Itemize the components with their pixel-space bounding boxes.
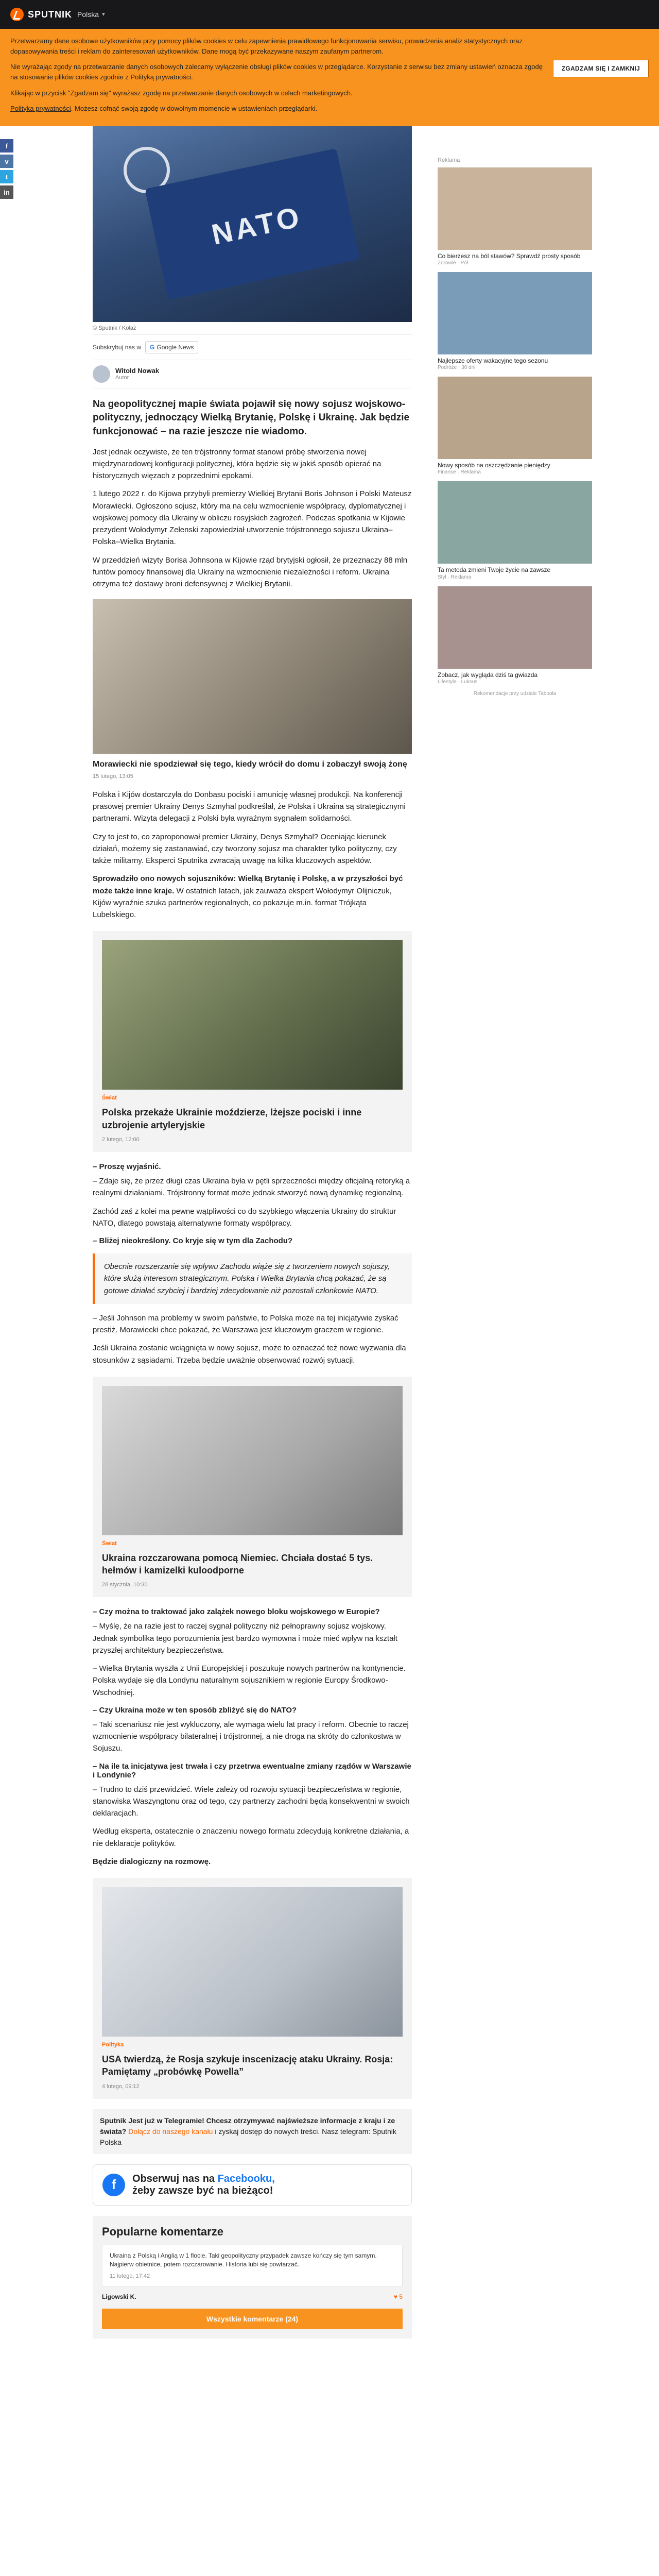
sidebar-card-source: Finanse · Reklama: [438, 469, 481, 476]
author-block: [93, 360, 412, 388]
related-article-date: 28 stycznia, 10:30: [102, 1582, 148, 1588]
cookie-consent-banner: [0, 29, 659, 126]
brand-name: SPUTNIK: [28, 9, 73, 20]
related-article-image: [102, 1386, 403, 1535]
page-content: [93, 126, 608, 2360]
consent-accept-button[interactable]: ZGADZAM SIĘ I ZAMKNIJ: [553, 60, 649, 77]
sidebar: [438, 126, 592, 2360]
comment-card[interactable]: [102, 2245, 403, 2287]
related-article-image: [102, 940, 403, 1090]
more-share-icon[interactable]: in: [0, 185, 13, 199]
sidebar-card-image: [438, 586, 592, 669]
photo-caption: © Sputnik / Kolaż: [93, 322, 412, 335]
facebook-follow-line2: żeby zawsze być na bieżąco!: [132, 2184, 273, 2196]
paragraph: Polska i Kijów dostarczyła do Donbasu pociski i amunicję własnej produkcji. Na konferencji prasowej premier Ukrainy Denys Szmyhal podkreślał, że Polska i Ukraina są strategicznymi partnerami. Wizyta delegacji z Polski była wyraźnym sygnałem solidarności.: [93, 790, 406, 823]
inline-photo-image: [93, 599, 412, 754]
hero-image: [93, 126, 412, 322]
comments-heading: Popularne komentarze: [102, 2225, 223, 2238]
google-news-button[interactable]: [145, 341, 198, 353]
related-article-title[interactable]: Ukraina rozczarowana pomocą Niemiec. Chciała dostać 5 tys. hełmów i kamizelki kuloodporne: [102, 1552, 373, 1576]
paragraph: Będzie dialogiczny na rozmowę.: [93, 1857, 211, 1866]
interview-question: – Czy można to traktować jako zalążek nowego bloku wojskowego w Europie?: [93, 1607, 380, 1617]
sidebar-card-title[interactable]: Nowy sposób na oszczędzanie pieniędzy: [438, 462, 550, 469]
paragraph: – Jeśli Johnson ma problemy w swoim państwie, to Polska może na tej inicjatywie zyskać prestiż. Morawiecki chce pokazać, że Warszawa jest kluczowym graczem w regionie.: [93, 1313, 398, 1335]
vk-share-icon[interactable]: v: [0, 155, 13, 168]
paragraph: – Wielka Brytania wyszła z Unii Europejskiej i poszukuje nowych partnerów na kontynencie. Polska wydaje się dla Londynu naturalnym sojusznikiem w regionie Europy Środkowo-Wschodniej.: [93, 1664, 406, 1697]
interview-question: – Bliżej nieokreślony. Co kryje się w tym dla Zachodu?: [93, 1236, 293, 1246]
sidebar-card-title[interactable]: Co bierzesz na ból stawów? Sprawdź prosty sposób: [438, 252, 581, 260]
consent-text: Nie wyrażając zgody na przetwarzanie danych osobowych zalecamy wyłączenie obsługi plików cookies w przeglądarce. Korzystanie z serwisu bez zmiany ustawień oznacza zgodę na stosowanie plików cookies zgodnie z Polityką prywatności.: [10, 63, 543, 81]
edition-label: Polska: [77, 10, 99, 19]
related-article-tag[interactable]: Świat: [102, 1540, 117, 1547]
related-article-title[interactable]: USA twierdzą, że Rosja szykuje inscenizację ataku Ukrainy. Rosja: Pamiętamy „probówkę Powella”: [102, 2054, 393, 2077]
comment-user[interactable]: Ligowski K.: [102, 2293, 136, 2301]
comment-likes[interactable]: ♥ 5: [393, 2293, 403, 2301]
sidebar-card-image: [438, 377, 592, 459]
hero-logo-lettering: NATO: [209, 200, 305, 251]
popular-comments: [93, 2216, 412, 2339]
inline-photo-date: 15 lutego, 13:05: [93, 773, 133, 779]
facebook-follow-box[interactable]: [93, 2164, 412, 2206]
sidebar-card-source: Styl · Reklama: [438, 574, 472, 580]
paragraph: – Trudno to dziś przewidzieć. Wiele zależy od rozwoju sytuacji bezpieczeństwa w regionie, stanowiska Waszyngtonu oraz od tego, czy partnerzy zachodni będą konsekwentni w swoich deklaracjach.: [93, 1785, 410, 1818]
paragraph: – Taki scenariusz nie jest wykluczony, ale wymaga wielu lat pracy i reform. Obecnie to raczej wzmocnienie współpracy bilateralnej i trójstronnej, a nie droga na skróty do członkostwa w Sojuszu.: [93, 1720, 409, 1753]
related-article-tag[interactable]: Polityka: [102, 2042, 124, 2048]
sidebar-card-title[interactable]: Ta metoda zmieni Twoje życie na zawsze: [438, 566, 551, 574]
widget-footer[interactable]: Rekomendacje przy udziale Taboola: [473, 690, 557, 697]
sidebar-card-source: Podróże · 30 dni: [438, 365, 476, 371]
consent-text: Klikając w przycisk "Zgadzam się" wyrażasz zgodę na przetwarzanie danych osobowych w celach marketingowych.: [10, 89, 353, 97]
consent-text: Polityka prywatności. Możesz cofnąć swoją zgodę w dowolnym momencie w ustawieniach przeglądarki.: [10, 104, 318, 112]
related-article-image: [102, 1887, 403, 2037]
google-icon: G: [150, 343, 155, 351]
paragraph: Czy to jest to, co zaproponował premier Ukrainy, Denys Szmyhal? Oceniając kierunek działań, możemy się zastanawiać, czy tworzony sojusz ma charakter tylko polityczny, czy także militarny. Eksperci Sputnika zwracają uwagę na kilka kluczowych aspektów.: [93, 832, 397, 866]
facebook-icon: f: [102, 2174, 125, 2196]
related-article-title[interactable]: Polska przekaże Ukrainie moździerze, lżejsze pociski i inne uzbrojenie artyleryjskie: [102, 1107, 362, 1130]
article: [93, 126, 412, 2360]
inline-photo-title[interactable]: Morawiecki nie spodziewał się tego, kiedy wrócił do domu i zobaczył swoją żonę: [93, 760, 407, 769]
related-article-tag[interactable]: Świat: [102, 1095, 117, 1101]
sidebar-card[interactable]: [438, 481, 592, 580]
facebook-follow-line1: Obserwuj nas na Facebooku,: [132, 2173, 275, 2184]
paragraph: Zachód zaś z kolei ma pewne wątpliwości co do szybkiego włączenia Ukrainy do struktur NATO, dlatego powstają alternatywne formaty współpracy.: [93, 1207, 396, 1228]
related-article[interactable]: [93, 1878, 412, 2099]
telegram-share-icon[interactable]: t: [0, 170, 13, 183]
sidebar-card-title[interactable]: Najlepsze oferty wakacyjne tego sezonu: [438, 357, 548, 365]
paragraph: Sprowadziło ono nowych sojuszników: Wielką Brytanię i Polskę, a w przyszłości być może także inne kraje. W ostatnich latach, jak zauważa ekspert Wołodymyr Olijniczuk, Kijów wyraźnie szuka partnerów regionalnych, co pokazuje m.in. format Trójkąta Lubelskiego.: [93, 874, 403, 920]
edition-selector[interactable]: [77, 10, 106, 19]
paragraph: Według eksperta, ostatecznie o znaczeniu nowego formatu zdecydują konkretne działania, a nie deklaracje polityków.: [93, 1827, 409, 1848]
sidebar-card-image: [438, 167, 592, 250]
sidebar-card[interactable]: [438, 272, 592, 370]
share-rail: [0, 139, 13, 201]
sputnik-logo-icon: [10, 8, 24, 21]
related-article[interactable]: [93, 931, 412, 1152]
telegram-promo: Sputnik Jest już w Telegramie! Chcesz otrzymywać najświeższe informacje z kraju i ze świata? Dołącz do naszego kanału i zyskaj dostęp do nowych treści. Nasz telegram: Sputnik Polska: [93, 2109, 412, 2154]
chevron-down-icon: ▼: [101, 11, 106, 18]
comment-text: Ukraina z Polską i Anglią w 1 flocie. Taki geopolityczny przypadek zawsze kończy się tym samym. Najpierw obietnice, potem rozczarowanie. Historia lubi się powtarzać.: [110, 2251, 377, 2268]
paragraph: – Zdaje się, że przez długi czas Ukraina była w pętli sprzeczności między oficjalną retoryką a realnymi działaniami. Trójstronny format może jednak stworzyć nową dynamikę regionalną.: [93, 1177, 410, 1198]
interview-question: – Proszę wyjaśnić.: [93, 1162, 161, 1172]
related-article-date: 4 lutego, 09:12: [102, 2083, 140, 2090]
comment-author-row: [102, 2293, 403, 2300]
author-role: Autor: [115, 375, 129, 381]
paragraph: Jest jednak oczywiste, że ten trójstronny format stanowi próbę stworzenia nowej międzynarodowej konfiguracji politycznej, która będzie się w jakiś sposób opierać na historycznych więzach z poprzednimi epokami.: [93, 447, 381, 481]
google-news-label: Google News: [157, 343, 194, 351]
top-bar: [0, 0, 659, 29]
subscribe-row: [93, 335, 412, 360]
sidebar-card-source: Lifestyle · Luksus: [438, 679, 478, 685]
all-comments-button[interactable]: Wszystkie komentarze (24): [102, 2309, 403, 2329]
facebook-share-icon[interactable]: f: [0, 139, 13, 152]
sidebar-card-image: [438, 272, 592, 354]
article-lead: Na geopolitycznej mapie świata pojawił się nowy sojusz wojskowo-polityczny, jednoczący Wielką Brytanię, Polskę i Ukrainę. Jak będzie funkcjonować – na razie jeszcze nie wiadomo.: [93, 398, 410, 437]
sidebar-card[interactable]: [438, 167, 592, 266]
subscribe-label: Subskrybuj nas w: [93, 343, 142, 351]
privacy-policy-link[interactable]: Polityka prywatności: [10, 104, 71, 112]
sidebar-card-title[interactable]: Zobacz, jak wygląda dziś ta gwiazda: [438, 671, 538, 679]
sidebar-card-image: [438, 481, 592, 564]
inline-photo[interactable]: [93, 599, 412, 779]
sidebar-card[interactable]: [438, 377, 592, 475]
interview-question: – Czy Ukraina może w ten sposób zbliżyć się do NATO?: [93, 1705, 297, 1715]
sidebar-card[interactable]: [438, 586, 592, 685]
widget-heading: Reklama: [438, 157, 460, 163]
site-logo[interactable]: [10, 8, 72, 21]
telegram-channel-link[interactable]: Dołącz do naszego kanału: [128, 2127, 213, 2136]
related-article-date: 2 lutego, 12:00: [102, 1137, 140, 1143]
consent-text: Przetwarzamy dane osobowe użytkowników przy pomocy plików cookies w celu zapewnienia prawidłowego funkcjonowania serwisu, prowadzenia analiz statystycznych oraz dopasowywania treści i reklam do zainteresowań użytkowników. Dane mogą być przekazywane naszym zaufanym partnerom.: [10, 37, 523, 56]
author-avatar[interactable]: [93, 365, 110, 383]
interview-question: – Na ile ta inicjatywa jest trwała i czy przetrwa ewentualne zmiany rządów w Warszawie i Londynie?: [93, 1761, 411, 1780]
author-name[interactable]: Witold Nowak: [115, 367, 160, 375]
paragraph: – Myślę, że na razie jest to raczej sygnał polityczny niż pełnoprawny sojusz wojskowy. Jednak symbolika tego porozumienia jest bardzo wymowna i może mieć wpływ na kształt przyszłej architektury bezpieczeństwa.: [93, 1622, 397, 1655]
paragraph: 1 lutego 2022 r. do Kijowa przybyli premierzy Wielkiej Brytanii Boris Johnson i Polski Mateusz Morawiecki. Ogłoszono sojusz, który ma na celu wzmocnienie współpracy, dyplomatycznej i wojskowej pomocy dla Ukrainy w obliczu rosyjskich zagrożeń. Podczas spotkania w Kijowie prezydent Wołodymyr Zełenski zapowiedział utworzenie trójstronnego sojuszu Ukraina–Polska–Wielka Brytania.: [93, 489, 412, 547]
article-body: [93, 446, 412, 2154]
paragraph: Jeśli Ukraina zostanie wciągnięta w nowy sojusz, może to oznaczać też nowe wyzwania dla stosunków z sąsiadami. Trzeba będzie uważnie obserwować rozwój sytuacji.: [93, 1344, 406, 1365]
sidebar-card-source: Zdrowie · Pół: [438, 260, 468, 266]
pull-quote: Obecnie rozszerzanie się wpływu Zachodu wiąże się z tworzeniem nowych sojuszy, które służą interesom strategicznym. Polska i Wielka Brytania chcą pokazać, że są gotowe działać szybciej i bardziej zdecydowanie niż pozostali członkowie NATO.: [93, 1253, 412, 1304]
related-article[interactable]: [93, 1377, 412, 1598]
comment-date: 11 lutego, 17:42: [110, 2273, 150, 2279]
paragraph: W przeddzień wizyty Borisa Johnsona w Kijowie rząd brytyjski ogłosił, że przeznaczy 88 mln funtów pomocy finansowej dla Ukrainy na wzmocnienie niezależności i reform. Ukraina otrzyma też dostawy broni defensywnej z Wielkiej Brytanii.: [93, 555, 408, 589]
